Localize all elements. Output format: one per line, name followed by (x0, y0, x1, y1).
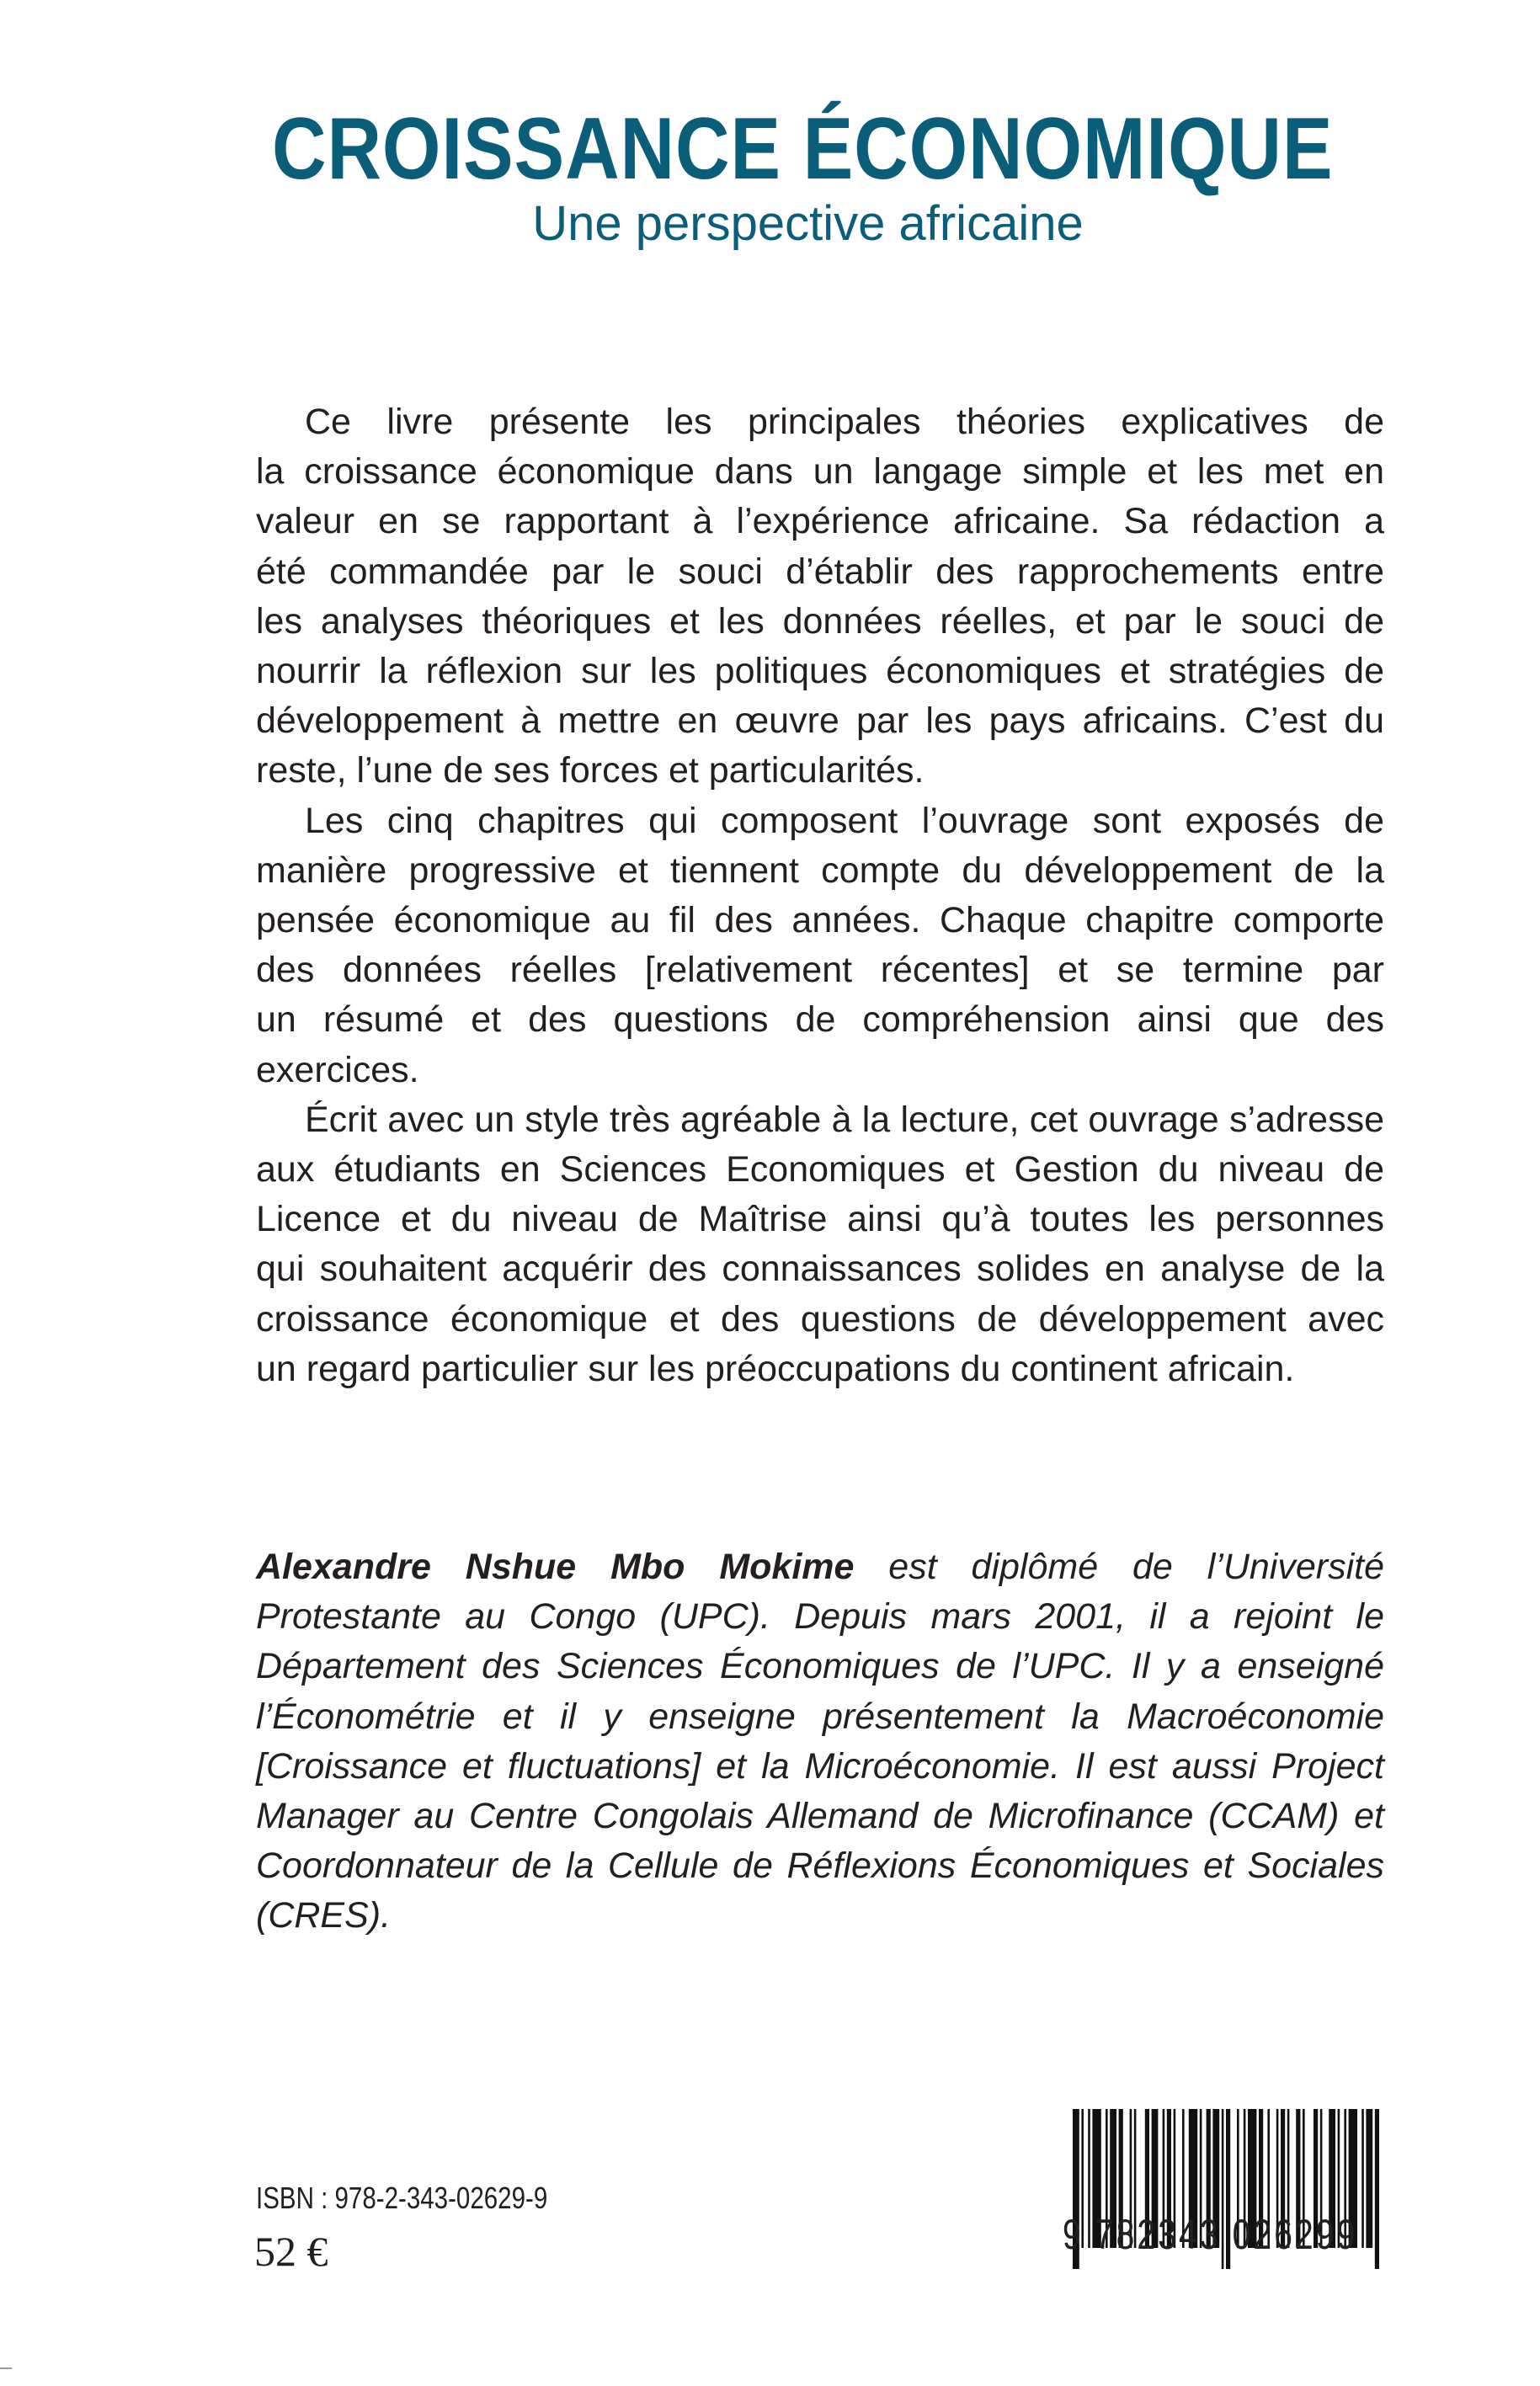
book-subtitle: Une perspective africaine (532, 196, 1084, 251)
description-line: qui souhaitent acquérir des connaissances solides en analyse de la (256, 1249, 1384, 1290)
description-line: aux étudiants en Sciences Economiques et Gestion du niveau de (256, 1149, 1384, 1190)
barcode-bar (1366, 2109, 1372, 2248)
author-bio-line: Alexandre Nshue Mbo Mokime est diplômé de l’Université (256, 1547, 1384, 1587)
description-line: développement à mettre en œuvre par les pays africains. C’est du (256, 700, 1384, 742)
book-title: CROISSANCE ÉCONOMIQUE (271, 100, 1334, 198)
description-line: reste, l’une de ses forces et particularités. (256, 750, 925, 791)
description-line: croissance économique et des questions de développement avec (256, 1298, 1384, 1339)
description-line: Les cinq chapitres qui composent l’ouvrage sont exposés de (305, 800, 1384, 841)
description-line: un regard particulier sur les préoccupations du continent africain. (256, 1348, 1295, 1389)
description-line: Ce livre présente les principales théories explicatives de (305, 402, 1384, 442)
barcode-digits: 9 782343 026299 (1063, 2211, 1358, 2258)
description-line: la croissance économique dans un langage simple et les met en (256, 451, 1384, 493)
description-line: exercices. (256, 1049, 419, 1090)
barcode-bar (1375, 2109, 1379, 2269)
description-line: pensée économique au fil des années. Chaque chapitre comporte (256, 900, 1384, 941)
description-line: des données réelles [relativement récentes] et se termine par (256, 950, 1384, 991)
author-bio (256, 1542, 1384, 1941)
description-line: nourrir la réflexion sur les politiques économiques et stratégies de (256, 651, 1384, 692)
barcode-bar (1361, 2109, 1364, 2248)
author-bio-line: l’Économétrie et il y enseigne présentement la Macroéconomie (256, 1696, 1384, 1737)
author-name: Alexandre Nshue Mbo Mokime (256, 1547, 855, 1587)
isbn: ISBN : 978-2-343-02629-9 (256, 2181, 548, 2215)
author-bio-line: Coordonnateur de la Cellule de Réflexions Économiques et Sociales (256, 1845, 1384, 1887)
description-line: manière progressive et tiennent compte du développement de la (256, 849, 1384, 891)
description-line: les analyses théoriques et les données réelles, et par le souci de (256, 600, 1384, 642)
author-bio-line: Département des Sciences Économiques de l’UPC. Il y a enseigné (256, 1646, 1384, 1687)
author-bio-line: Manager au Centre Congolais Allemand de Microfinance (CCAM) et (256, 1796, 1384, 1837)
book-description (256, 397, 1384, 1394)
author-bio-line: (CRES). (256, 1895, 392, 1936)
crop-mark (0, 2367, 12, 2369)
author-bio-line: [Croissance et fluctuations] et la Microéconomie. Il est aussi Project (256, 1745, 1384, 1787)
description-line: un résumé et des questions de compréhension ainsi que des (256, 999, 1384, 1041)
price: 52 € (254, 2228, 328, 2275)
description-line: été commandée par le souci d’établir des rapprochements entre (256, 551, 1384, 592)
description-line: Licence et du niveau de Maîtrise ainsi qu’à toutes les personnes (256, 1199, 1384, 1240)
author-bio-line: Protestante au Congo (UPC). Depuis mars 2001, il a rejoint le (256, 1596, 1384, 1638)
description-line: Écrit avec un style très agréable à la lecture, cet ouvrage s’adresse (305, 1099, 1384, 1140)
description-line: valeur en se rapportant à l’expérience africaine. Sa rédaction a (256, 501, 1384, 542)
